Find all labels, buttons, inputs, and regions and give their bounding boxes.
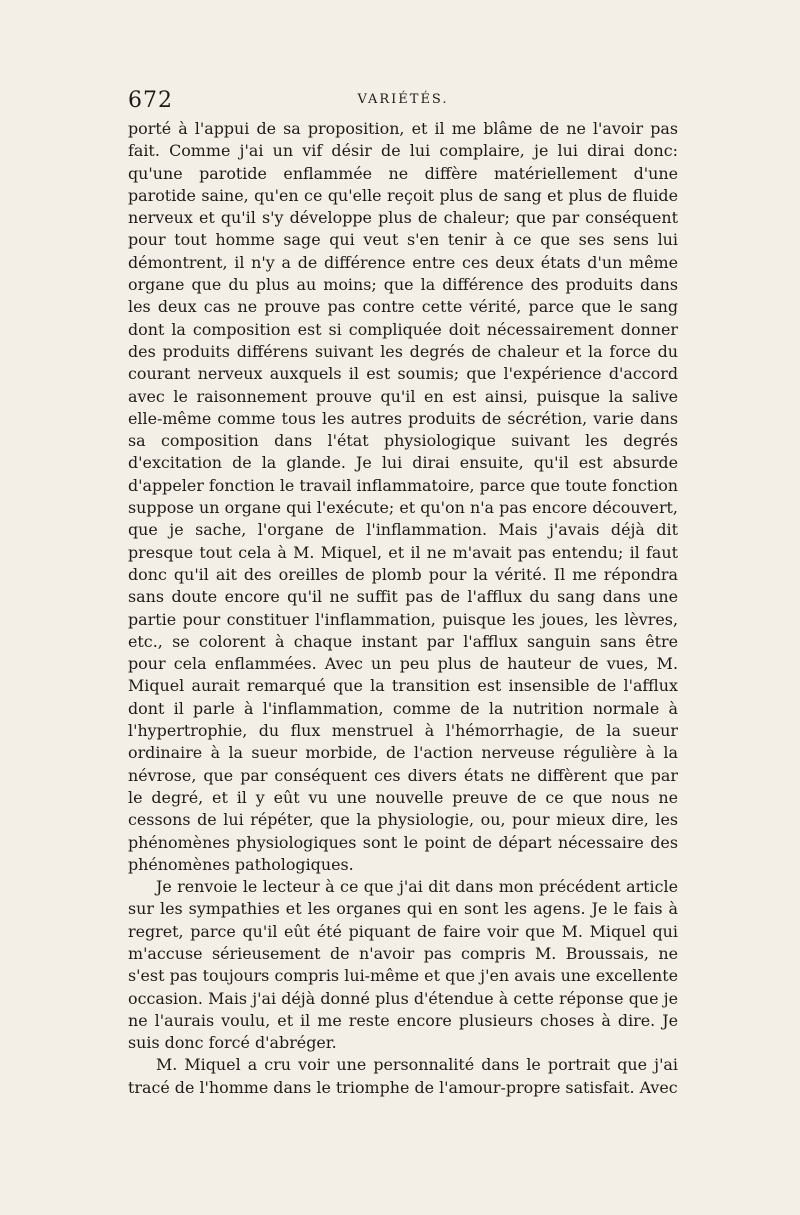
page-header [128, 88, 678, 118]
paragraph: porté à l'appui de sa proposition, et il me blâme de ne l'avoir pas fait. Comme j'ai un vif désir de lui complaire, je lui dirai donc: qu'une parotide enflammée ne diffère matériellement d'une parotide saine, qu'en ce qu'elle reçoit plus de sang et plus de fluide nerveux et qu'il s'y développe plus de chaleur; que par conséquent pour tout homme sage qui veut s'en tenir à ce que ses sens lui démontrent, il n'y a de différence entre ces deux états d'un même organe que du plus au moins; que la différence des produits dans les deux cas ne prouve pas contre cette vérité, parce que le sang dont la composition est si compliquée doit nécessairement donner des produits différens suivant les degrés de chaleur et la force du courant nerveux auxquels il est soumis; que l'expérience d'accord avec le raisonnement prouve qu'il en est ainsi, puisque la salive elle-même comme tous les autres produits de sécrétion, varie dans sa composition dans l'état physiologique suivant les degrés d'excitation de la glande. Je lui dirai ensuite, qu'il est absurde d'appeler fonction le travail inflammatoire, parce que toute fonction suppose un organe qui l'exécute; et qu'on n'a pas encore découvert, que je sache, l'organe de l'inflammation. Mais j'avais déjà dit presque tout cela à M. Miquel, et il ne m'avait pas entendu; il faut donc qu'il ait des oreilles de plomb pour la vérité. Il me répondra sans doute encore qu'il ne suffit pas de l'afflux du sang dans une partie pour constituer l'inflammation, puisque les joues, les lèvres, etc., se colorent à chaque instant par l'afflux sanguin sans être pour cela enflammées. Avec un peu plus de hauteur de vues, M. Miquel aurait remarqué que la transition est insensible de l'afflux dont il parle à l'inflammation, comme de la nutrition normale à l'hypertrophie, du flux menstruel à l'hémorrhagie, de la sueur ordinaire à la sueur morbide, de l'action nerveuse régulière à la névrose, que par conséquent ces divers états ne diffèrent que par le degré, et il y eût vu une nouvelle preuve de ce que nous ne cessons de lui répéter, que la physiologie, ou, pour mieux dire, les phénomènes physiologiques sont le point de départ nécessaire des phénomènes pathologiques. [128, 119, 678, 874]
page-number: 672 [128, 88, 173, 113]
paragraph: M. Miquel a cru voir une personnalité dans le portrait que j'ai tracé de l'homme dans le triomphe de l'amour-propre satisfait. Avec [128, 1055, 678, 1097]
paragraph: Je renvoie le lecteur à ce que j'ai dit dans mon précédent article sur les sympathies et les organes qui en sont les agens. Je le fais à regret, parce qu'il eût été piquant de faire voir que M. Miquel qui m'accuse sérieusement de n'avoir pas compris M. Broussais, ne s'est pas toujours compris lui-même et que j'en avais une excellente occasion. Mais j'ai déjà donné plus d'étendue à cette réponse que je ne l'aurais voulu, et il me reste encore plusieurs choses à dire. Je suis donc forcé d'abréger. [128, 877, 678, 1053]
body-text [128, 118, 678, 1099]
running-head: VARIÉTÉS. [357, 92, 449, 107]
